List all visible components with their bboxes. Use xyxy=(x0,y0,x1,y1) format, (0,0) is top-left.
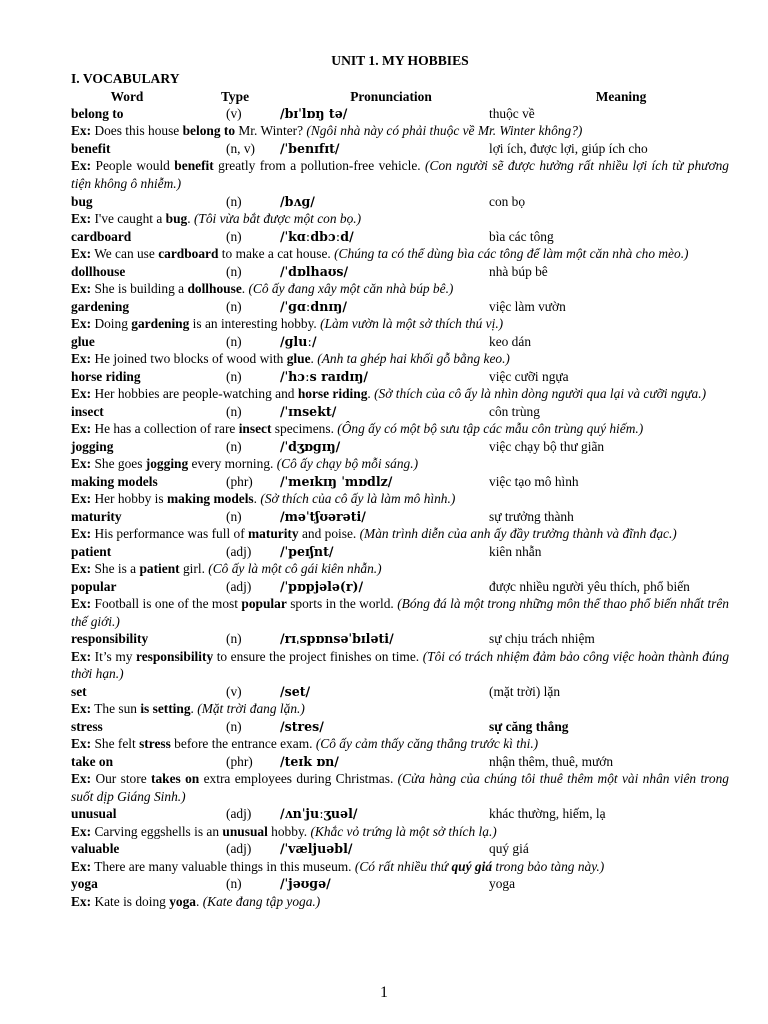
example-segment: (Cô ấy cảm thấy căng thẳng trước kì thi.) xyxy=(315,736,539,752)
vocab-row xyxy=(71,805,729,822)
example-segment: is an interesting hobby. xyxy=(189,316,321,331)
vocab-row xyxy=(71,508,729,525)
example-segment: unusual xyxy=(222,823,268,839)
vocab-type: (n) xyxy=(226,508,242,524)
example-segment: She is a xyxy=(91,561,140,576)
vocab-type: (n) xyxy=(226,263,242,279)
vocab-meaning: việc chạy bộ thư giãn xyxy=(489,438,605,454)
vocab-word: benefit xyxy=(71,141,111,156)
vocab-type: (adj) xyxy=(226,578,252,594)
example-segment: Ex: xyxy=(71,123,92,139)
example-sentence xyxy=(71,385,729,403)
vocab-meaning: quý giá xyxy=(489,841,529,857)
example-segment: (Làm vườn là một sở thích thú vị.) xyxy=(320,316,504,331)
vocab-word: cardboard xyxy=(71,228,132,244)
vocab-row xyxy=(71,333,729,350)
vocab-word: yoga xyxy=(71,876,98,892)
example-sentence xyxy=(71,420,729,438)
vocab-word: take on xyxy=(71,753,114,769)
example-segment: (Ông ấy có một bộ sưu tập các mẫu côn trùng quý hiếm.) xyxy=(337,421,644,436)
vocab-pronunciation: /ˈɡɑːdnɪŋ/ xyxy=(280,298,347,314)
example-segment: glue xyxy=(286,351,311,366)
example-segment: (Tôi có trách nhiệm đảm bảo công việc hoàn thành đúng thời hạn.) xyxy=(71,648,730,682)
example-segment: (Con người sẽ được hưởng rất nhiều lợi ích từ phương tiện không ô nhiễm.) xyxy=(71,158,729,191)
unit-title: UNIT 1. MY HOBBIES xyxy=(331,53,469,68)
example-segment: Ex: xyxy=(71,858,92,874)
example-segment: hobby. xyxy=(267,823,311,839)
vocab-word: valuable xyxy=(71,841,120,857)
example-segment: to ensure the project finishes on time. xyxy=(213,648,423,664)
example-segment: Ex: xyxy=(71,736,92,752)
vocab-pronunciation: /ˈɪnsekt/ xyxy=(280,403,337,419)
example-segment: responsibility xyxy=(136,648,214,664)
example-sentence xyxy=(71,595,729,630)
example-sentence xyxy=(71,350,729,368)
vocab-type: (n) xyxy=(226,368,242,384)
example-segment: Ex: xyxy=(71,491,92,506)
example-segment: . xyxy=(187,211,194,226)
example-segment: There are many valuable things in this museum. xyxy=(91,858,355,874)
example-segment: Ex: xyxy=(71,893,92,909)
example-segment: Football is one of the most xyxy=(91,596,242,611)
vocab-word: horse riding xyxy=(71,368,141,384)
vocab-row xyxy=(71,403,729,420)
vocab-type: (n, v) xyxy=(226,141,256,156)
example-sentence xyxy=(71,770,729,805)
vocab-meaning: lợi ích, được lợi, giúp ích cho xyxy=(489,141,648,156)
vocab-word: bug xyxy=(71,193,93,209)
vocab-row xyxy=(71,875,729,892)
example-segment: patient xyxy=(139,561,180,576)
vocab-meaning: được nhiều người yêu thích, phổ biến xyxy=(489,578,690,594)
example-segment: Ex: xyxy=(71,211,92,226)
example-segment: Does this house xyxy=(91,123,183,139)
example-segment: (Kate đang tập yoga.) xyxy=(202,893,321,909)
example-segment: greatly from a pollution-free vehicle. xyxy=(213,158,426,174)
vocab-type: (phr) xyxy=(226,473,253,489)
vocab-word: glue xyxy=(71,333,95,349)
vocab-row xyxy=(71,683,729,700)
example-segment: (Cô ấy chạy bộ mỗi sáng.) xyxy=(276,456,419,471)
vocab-pronunciation: /teɪk ɒn/ xyxy=(280,753,339,769)
example-segment: She goes xyxy=(91,456,146,471)
example-segment: (Khắc vỏ trứng là một sở thích lạ.) xyxy=(310,823,497,839)
vocab-pronunciation: /ˈdɒlhaʊs/ xyxy=(280,263,349,279)
vocab-word: maturity xyxy=(71,508,122,524)
example-segment: (Mặt trời đang lặn.) xyxy=(197,701,305,717)
vocab-type: (n) xyxy=(226,193,242,209)
vocab-type: (v) xyxy=(226,106,242,121)
example-segment: takes on xyxy=(151,771,200,787)
example-segment: Ex: xyxy=(71,316,92,331)
vocab-pronunciation: /bʌɡ/ xyxy=(280,193,315,209)
example-segment: Kate is doing xyxy=(91,893,170,909)
vocab-meaning: khác thường, hiếm, lạ xyxy=(489,806,606,822)
example-segment: . xyxy=(367,386,375,401)
vocab-pronunciation: /ˈkɑːdbɔːd/ xyxy=(280,228,354,244)
example-segment: bug xyxy=(165,211,188,226)
example-segment: He joined two blocks of wood with xyxy=(91,351,287,366)
vocab-word: jogging xyxy=(71,438,114,454)
vocab-type: (n) xyxy=(226,228,242,244)
example-segment: (Ngôi nhà này có phải thuộc về Mr. Winter không?) xyxy=(306,123,583,139)
vocab-pronunciation: /set/ xyxy=(280,683,311,699)
example-sentence xyxy=(71,823,729,841)
example-segment: trong bảo tàng này.) xyxy=(492,858,605,874)
vocab-meaning: thuộc về xyxy=(489,106,535,121)
vocab-word: insect xyxy=(71,403,104,419)
example-sentence xyxy=(71,122,729,140)
example-segment: extra employees during Christmas. xyxy=(199,771,398,787)
vocab-meaning: sự căng thẳng xyxy=(489,718,569,734)
vocab-pronunciation: /ˈpeɪʃnt/ xyxy=(280,543,334,559)
document-page xyxy=(71,52,729,910)
vocab-pronunciation: /ʌnˈjuːʒuəl/ xyxy=(280,806,358,822)
example-segment xyxy=(451,859,492,874)
example-segment: . xyxy=(195,893,203,909)
example-segment: Carving eggshells is an xyxy=(91,823,223,839)
example-segment: popular xyxy=(241,596,287,611)
example-segment: (Cửa hàng của chúng tôi thuê thêm một vài nhân viên trong suốt dịp Giáng Sinh.) xyxy=(71,771,729,804)
example-sentence xyxy=(71,210,729,228)
example-sentence xyxy=(71,735,729,753)
vocab-row xyxy=(71,753,729,770)
vocab-type: (adj) xyxy=(226,841,252,857)
vocab-type: (n) xyxy=(226,718,242,734)
example-sentence xyxy=(71,490,729,508)
example-segment: Ex: xyxy=(71,456,92,471)
example-segment: (Màn trình diễn của anh ấy đầy trưởng thành và đĩnh đạc.) xyxy=(359,526,677,541)
example-segment: (Anh ta ghép hai khối gỗ bằng keo.) xyxy=(317,351,510,366)
example-segment: I've caught a xyxy=(91,211,166,226)
example-segment: He has a collection of rare xyxy=(91,421,239,436)
example-segment: quý giá xyxy=(451,858,493,874)
vocab-meaning: sự trưởng thành xyxy=(489,508,574,524)
vocab-pronunciation: /ˈdʒɒɡɪŋ/ xyxy=(280,438,341,454)
vocab-word: making models xyxy=(71,473,158,489)
vocab-row xyxy=(71,263,729,280)
vocab-row xyxy=(71,228,729,245)
example-sentence xyxy=(71,245,729,263)
example-segment: Ex: xyxy=(71,158,92,174)
vocab-word: dollhouse xyxy=(71,263,126,279)
example-segment: yoga xyxy=(169,893,196,909)
vocab-type: (n) xyxy=(226,876,242,892)
example-sentence xyxy=(71,280,729,298)
vocab-row xyxy=(71,140,729,157)
vocab-row xyxy=(71,718,729,735)
example-sentence xyxy=(71,455,729,473)
example-segment: Doing xyxy=(91,316,132,331)
vocab-word: set xyxy=(71,683,87,699)
example-segment: making models xyxy=(166,491,254,506)
example-segment: His performance was full of xyxy=(91,526,249,541)
example-segment: Ex: xyxy=(71,596,92,611)
example-segment: horse riding xyxy=(297,386,368,401)
vocab-word: stress xyxy=(71,718,103,734)
vocab-type: (adj) xyxy=(226,543,252,559)
example-sentence xyxy=(71,560,729,578)
example-segment: . xyxy=(241,281,249,296)
example-segment: Ex: xyxy=(71,648,92,664)
vocab-meaning: việc làm vườn xyxy=(489,298,566,314)
header-meaning: Meaning xyxy=(595,89,647,104)
vocab-type: (adj) xyxy=(226,806,252,822)
example-sentence xyxy=(71,315,729,333)
example-segment: Ex: xyxy=(71,281,92,296)
vocab-row xyxy=(71,105,729,122)
vocab-word: unusual xyxy=(71,806,117,822)
example-segment: gardening xyxy=(131,316,190,331)
vocab-row xyxy=(71,368,729,385)
example-segment: specimens. xyxy=(271,421,338,436)
example-segment: Ex: xyxy=(71,246,92,261)
vocab-word: gardening xyxy=(71,298,130,314)
vocab-row xyxy=(71,298,729,315)
example-segment: . xyxy=(190,701,198,717)
example-segment: stress xyxy=(139,736,171,752)
vocab-row xyxy=(71,473,729,490)
example-sentence xyxy=(71,525,729,543)
vocab-meaning: yoga xyxy=(489,876,516,892)
example-segment: Ex: xyxy=(71,823,92,839)
example-segment: Ex: xyxy=(71,386,92,401)
vocab-word: popular xyxy=(71,578,117,594)
vocab-meaning: côn trùng xyxy=(489,403,540,419)
vocab-type: (n) xyxy=(226,631,242,647)
example-segment: and poise. xyxy=(298,526,360,541)
vocabulary-list xyxy=(71,105,729,910)
example-segment: Our store xyxy=(91,771,151,787)
vocab-type: (n) xyxy=(226,438,242,454)
vocab-meaning: nhà búp bê xyxy=(489,263,548,279)
example-segment: (Cô ấy là một cô gái kiên nhẫn.) xyxy=(208,561,382,576)
example-sentence xyxy=(71,700,729,718)
vocab-meaning: keo dán xyxy=(489,333,532,349)
vocab-type: (n) xyxy=(226,403,242,419)
vocab-row xyxy=(71,438,729,455)
example-sentence xyxy=(71,893,729,911)
example-sentence xyxy=(71,858,729,876)
example-segment: Mr. Winter? xyxy=(235,123,307,139)
vocab-pronunciation: /məˈtʃʊərəti/ xyxy=(280,508,366,524)
example-segment: Her hobby is xyxy=(91,491,167,506)
table-header xyxy=(71,88,729,105)
example-segment: before the entrance exam. xyxy=(170,736,316,752)
example-segment: (Bóng đá là một trong những môn thể thao phổ biến nhất trên thế giới.) xyxy=(71,596,730,629)
example-segment: (Chúng ta có thể dùng bìa các tông để làm một căn nhà cho mèo.) xyxy=(334,246,689,261)
header-pronunciation: Pronunciation xyxy=(350,89,432,104)
example-segment: benefit xyxy=(174,158,214,174)
vocab-row xyxy=(71,543,729,560)
example-segment: Her hobbies are people-watching and xyxy=(91,386,298,401)
vocab-meaning: bìa các tông xyxy=(489,228,554,244)
example-sentence xyxy=(71,648,729,683)
vocab-pronunciation: /stres/ xyxy=(280,718,324,734)
example-segment: every morning. xyxy=(188,456,277,471)
vocab-type: (n) xyxy=(226,333,242,349)
vocab-word: responsibility xyxy=(71,631,149,647)
vocab-row xyxy=(71,630,729,647)
vocab-pronunciation: /ˈhɔːs raɪdɪŋ/ xyxy=(280,368,369,384)
example-segment: The sun xyxy=(91,701,141,717)
example-segment: . xyxy=(253,491,261,506)
example-segment: . xyxy=(310,351,318,366)
vocab-meaning: con bọ xyxy=(489,193,526,209)
vocab-pronunciation: /ˈvæljuəbl/ xyxy=(280,841,353,857)
vocab-pronunciation: /ˈjəʊɡə/ xyxy=(280,876,331,892)
vocab-row xyxy=(71,578,729,595)
vocab-meaning: nhận thêm, thuê, mướn xyxy=(489,753,614,769)
example-segment: Ex: xyxy=(71,771,92,787)
vocab-meaning: kiên nhẫn xyxy=(489,543,542,559)
example-segment: (Sở thích của cô ấy là làm mô hình.) xyxy=(260,491,456,506)
example-segment: to make a cat house. xyxy=(218,246,335,261)
example-segment: belong to xyxy=(182,123,236,139)
example-segment: She felt xyxy=(91,736,140,752)
example-segment: dollhouse xyxy=(187,281,242,296)
example-segment: People would xyxy=(91,158,175,174)
example-segment: Ex: xyxy=(71,526,92,541)
vocab-pronunciation: /ɡluː/ xyxy=(280,333,317,349)
example-segment: It’s my xyxy=(91,648,136,664)
page-number: 1 xyxy=(380,984,388,1001)
example-segment: Ex: xyxy=(71,561,92,576)
example-segment: Ex: xyxy=(71,421,92,436)
vocab-meaning: việc cưỡi ngựa xyxy=(489,368,569,384)
vocab-row xyxy=(71,840,729,857)
example-segment: Ex: xyxy=(71,351,92,366)
example-segment: (Sở thích của cô ấy là nhìn dòng người qua lại và cưỡi ngựa.) xyxy=(374,386,707,401)
example-segment: girl. xyxy=(179,561,209,576)
example-sentence xyxy=(71,157,729,192)
example-segment: maturity xyxy=(248,526,299,541)
vocab-pronunciation: /ˈbenɪfɪt/ xyxy=(280,141,340,156)
vocab-type: (phr) xyxy=(226,753,253,769)
example-segment: We can use xyxy=(91,246,159,261)
example-segment: (Có rất nhiều thứ xyxy=(354,858,452,874)
example-segment: jogging xyxy=(145,456,189,471)
vocab-type: (v) xyxy=(226,683,242,699)
vocab-meaning: sự chịu trách nhiệm xyxy=(489,631,595,647)
example-segment: (Tôi vừa bắt được một con bọ.) xyxy=(193,211,362,226)
example-segment: is setting xyxy=(140,701,191,717)
vocab-pronunciation: /rɪˌspɒnsəˈbɪləti/ xyxy=(280,631,394,647)
vocab-word: patient xyxy=(71,543,112,559)
header-word: Word xyxy=(110,89,144,104)
example-segment: sports in the world. xyxy=(286,596,398,611)
vocab-pronunciation: /bɪˈlɒŋ tə/ xyxy=(280,106,348,121)
section-heading: I. VOCABULARY xyxy=(71,71,180,86)
vocab-meaning: (mặt trời) lặn xyxy=(489,683,561,699)
vocab-row xyxy=(71,193,729,210)
vocab-type: (n) xyxy=(226,298,242,314)
example-segment: She is building a xyxy=(91,281,188,296)
example-segment: cardboard xyxy=(158,246,219,261)
vocab-pronunciation: /ˈmeɪkɪŋ ˈmɒdlz/ xyxy=(280,473,393,489)
example-segment: Ex: xyxy=(71,701,92,717)
example-segment: (Cô ấy đang xây một căn nhà búp bê.) xyxy=(248,281,454,296)
header-type: Type xyxy=(220,89,250,104)
example-segment: insect xyxy=(238,421,272,436)
vocab-word: belong to xyxy=(71,106,124,121)
vocab-pronunciation: /ˈpɒpjələ(r)/ xyxy=(280,578,364,594)
vocab-meaning: việc tạo mô hình xyxy=(489,473,579,489)
